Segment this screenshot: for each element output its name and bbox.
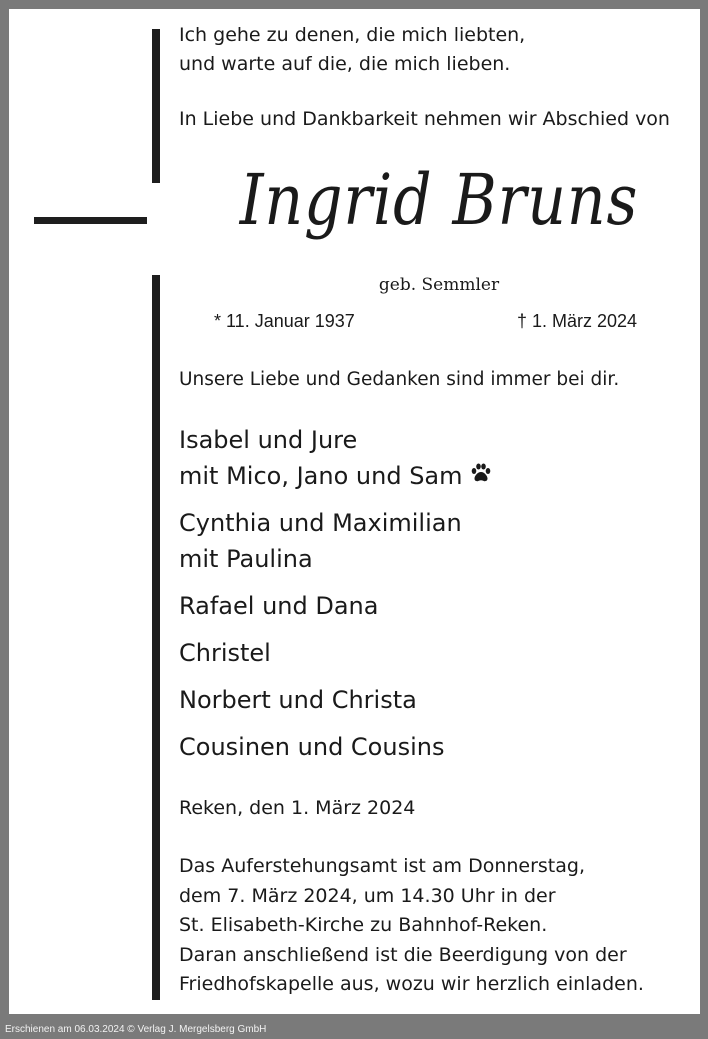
family-line: Cynthia und Maximilian: [179, 509, 462, 537]
family-line-with-icon: [179, 458, 493, 495]
family-line: mit Mico, Jano und Sam: [179, 462, 463, 490]
cross-horizontal-arm: [34, 217, 147, 224]
birth-name: geb. Semmler: [378, 275, 500, 295]
place-date: Reken, den 1. März 2024: [179, 797, 416, 819]
service-line: dem 7. März 2024, um 14.30 Uhr in der: [179, 884, 556, 907]
service-line: Friedhofskapelle aus, wozu wir herzlich einladen.: [179, 973, 644, 995]
cross-vertical-top: [152, 29, 160, 183]
service-line: Das Auferstehungsamt ist am Donnerstag,: [179, 855, 585, 877]
quote: [179, 21, 525, 79]
quote-line-2: und warte auf die, die mich lieben.: [179, 53, 511, 75]
paw-print-icon: [469, 459, 493, 495]
family-group-5: Norbert und Christa: [179, 686, 417, 714]
family-line: Isabel und Jure: [179, 426, 358, 454]
family-group-3: Rafael und Dana: [179, 592, 379, 620]
family-group-1: [179, 422, 493, 495]
farewell-text: In Liebe und Dankbarkeit nehmen wir Abschied von: [179, 108, 670, 130]
service-line: Daran anschließend ist die Beerdigung von der: [179, 943, 627, 966]
death-date: † 1. März 2024: [517, 311, 638, 331]
family-group-4: Christel: [179, 639, 271, 667]
family-group-2: [179, 505, 462, 577]
service-line: St. Elisabeth-Kirche zu Bahnhof-Reken.: [179, 914, 548, 936]
service-info: [179, 852, 644, 1000]
family-group-6: Cousinen und Cousins: [179, 733, 445, 761]
cross-vertical-bottom: [152, 275, 160, 1000]
quote-line-1: Ich gehe zu denen, die mich liebten,: [179, 24, 526, 46]
publication-footer: Erschienen am 06.03.2024 © Verlag J. Mergelsberg GmbH: [5, 1024, 267, 1035]
family-line: mit Paulina: [179, 545, 313, 573]
obituary-card: [9, 9, 700, 1014]
birth-date: * 11. Januar 1937: [214, 311, 355, 331]
deceased-name: Ingrid Bruns: [239, 159, 639, 241]
love-line: Unsere Liebe und Gedanken sind immer bei dir.: [179, 369, 620, 390]
